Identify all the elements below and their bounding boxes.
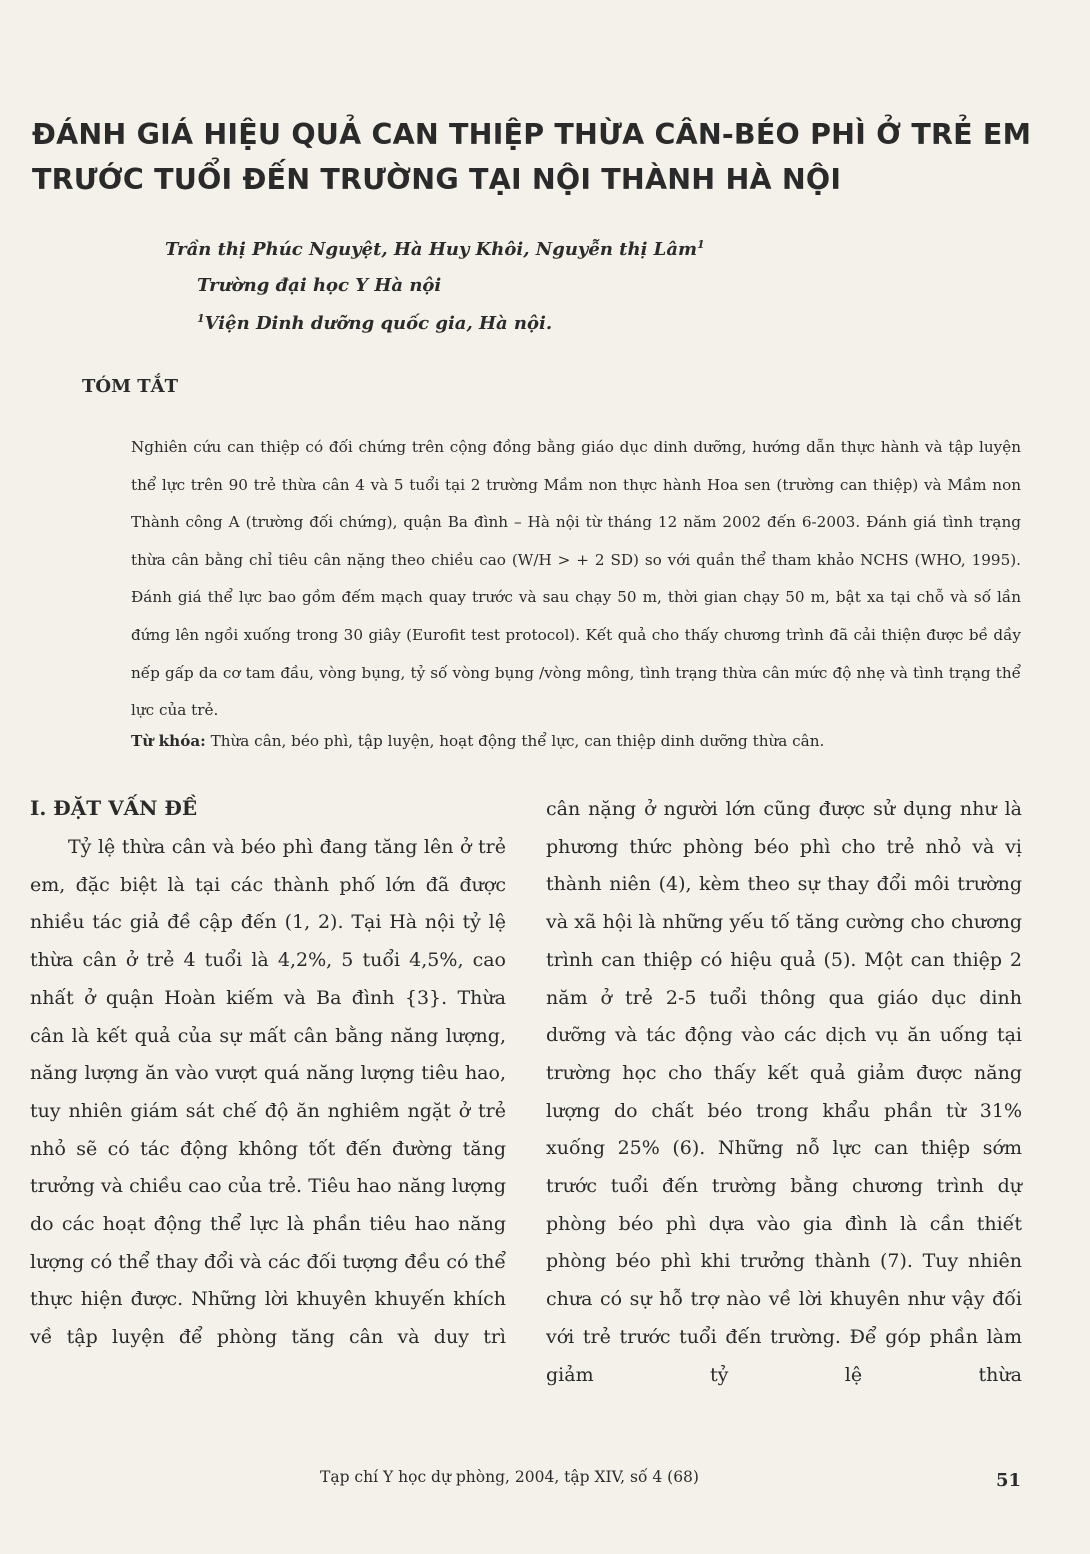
affiliation-2: Viện Dinh dưỡng quốc gia, Hà nội.	[204, 313, 553, 334]
abstract-body	[131, 429, 1021, 730]
page-number: 51	[996, 1470, 1022, 1491]
abstract-text: Nghiên cứu can thiệp có đối chứng trên cộng đồng bằng giáo dục dinh dưỡng, hướng dẫn thực hành và tập luyện thể lực trên 90 trẻ thừa cân 4 và 5 tuổi tại 2 trường Mầm non thực hành Hoa sen (trường can thiệp) và Mầm non Thành công A (trường đối chứng), quận Ba đình – Hà nội từ tháng 12 năm 2002 đến 6-2003. Đánh giá tình trạng thừa cân bằng chỉ tiêu cân nặng theo chiều cao (W/H > + 2 SD) so với quần thể tham khảo NCHS (WHO, 1995). Đánh giá thể lực bao gồm đếm mạch quay trước và sau chạy 50 m, thời gian chạy 50 m, bật xa tại chỗ và số lần đứng lên ngồi xuống trong 30 giây (Eurofit test protocol). Kết quả cho thấy chương trình đã cải thiện được bề dầy nếp gấp da cơ tam đầu, vòng bụng, tỷ số vòng bụng /vòng mông, tình trạng thừa cân mức độ nhẹ và tình trạng thể lực của trẻ.	[131, 438, 1021, 720]
abstract-heading: TÓM TẮT	[82, 376, 179, 397]
keywords-line	[131, 729, 1021, 753]
affiliation-1: Trường đại học Y Hà nội	[197, 275, 442, 296]
section-heading: I. ĐẶT VẤN ĐỀ	[30, 796, 198, 820]
left-column	[30, 791, 506, 1357]
affiliation-2-superscript: 1	[197, 312, 205, 325]
article-title: ĐÁNH GIÁ HIỆU QUẢ CAN THIỆP THỪA CÂN-BÉO PHÌ Ở TRẺ EM TRƯỚC TUỔI ĐẾN TRƯỜNG TẠI NỘI THÀNH HÀ NỘI	[32, 118, 1032, 196]
keywords-label: Từ khóa:	[131, 732, 206, 750]
journal-footer: Tạp chí Y học dự phòng, 2004, tập XIV, số 4 (68)	[320, 1468, 699, 1486]
authors-superscript: 1	[697, 238, 705, 251]
authors-line	[165, 238, 705, 260]
right-column	[546, 791, 1022, 1394]
right-column-text: cân nặng ở người lớn cũng được sử dụng như là phương thức phòng béo phì cho trẻ nhỏ và vị thành niên (4), kèm theo sự thay đổi môi trường và xã hội là những yếu tố tăng cường cho chương trình can thiệp có hiệu quả (5). Một can thiệp 2 năm ở trẻ 2-5 tuổi thông qua giáo dục dinh dưỡng và tác động vào các dịch vụ ăn uống tại trường học cho thấy kết quả giảm được năng lượng do chất béo trong khẩu phần từ 31% xuống 25% (6). Những nỗ lực can thiệp sớm trước tuổi đến trường bằng chương trình dự phòng béo phì dựa vào gia đình là cần thiết phòng béo phì khi trưởng thành (7). Tuy nhiên chưa có sự hỗ trợ nào về lời khuyên như vậy đối với trẻ trước tuổi đến trường. Để góp phần làm giảm tỷ lệ thừa	[546, 798, 1022, 1386]
affiliation-2-line	[197, 312, 552, 334]
keywords-text: Thừa cân, béo phì, tập luyện, hoạt động thể lực, can thiệp dinh dưỡng thừa cân.	[205, 732, 825, 750]
left-column-text: Tỷ lệ thừa cân và béo phì đang tăng lên ở trẻ em, đặc biệt là tại các thành phố lớn đã được nhiều tác giả đề cập đến (1, 2). Tại Hà nội tỷ lệ thừa cân ở trẻ 4 tuổi là 4,2%, 5 tuổi 4,5%, cao nhất ở quận Hoàn kiếm và Ba đình {3}. Thừa cân là kết quả của sự mất cân bằng năng lượng, năng lượng ăn vào vượt quá năng lượng tiêu hao, tuy nhiên giám sát chế độ ăn nghiêm ngặt ở trẻ nhỏ sẽ có tác động không tốt đến đường tăng trưởng và chiều cao của trẻ. Tiêu hao năng lượng do các hoạt động thể lực là phần tiêu hao năng lượng có thể thay đổi và các đối tượng đều có thể thực hiện được. Những lời khuyên khuyến khích về tập luyện để phòng tăng cân và duy trì	[30, 836, 507, 1349]
authors: Trần thị Phúc Nguyệt, Hà Huy Khôi, Nguyễn thị Lâm	[165, 239, 698, 260]
